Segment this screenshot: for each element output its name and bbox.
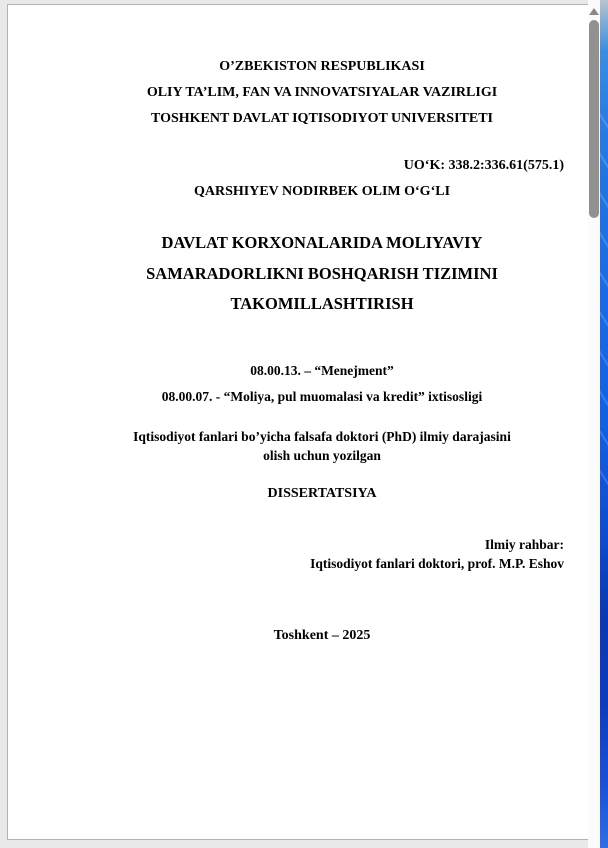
scroll-up-arrow-icon[interactable] [589,8,599,15]
university-line: TOSHKENT DAVLAT IQTISODIYOT UNIVERSITETI [151,111,493,126]
udc-author-section [80,153,564,205]
page-content [80,5,564,839]
specialty-line: 08.00.07. - “Moliya, pul muomalasi va kredit” ixtisosligi [161,389,483,404]
vertical-scrollbar[interactable] [588,0,600,848]
country-line: O’ZBEKISTON RESPUBLIKASI [219,59,425,74]
scrollbar-thumb[interactable] [589,20,599,218]
desktop-wallpaper-strip [600,0,608,848]
udc-code: UOʻK: 338.2:336.61(575.1) [403,158,564,173]
degree-statement [80,427,564,465]
specialty-line: 08.00.13. – “Menejment” [250,363,394,378]
advisor-name: Iqtisodiyot fanlari doktori, prof. M.P. Eshov [310,556,564,571]
city-year-label: Toshkent – 2025 [273,628,371,643]
document-page [7,4,589,840]
author-name: QARSHIYEV NODIRBEK OLIM OʻGʻLI [193,184,451,199]
advisor-section [80,535,564,573]
specialty-section [80,358,564,410]
ministry-header [80,54,564,132]
title-line: TAKOMILLASHTIRISH [230,294,414,313]
degree-line: olish uchun yozilgan [263,448,381,463]
title-line: DAVLAT KORXONALARIDA MOLIYAVIY [161,233,483,252]
wallpaper-streaks [600,90,608,490]
city-year [80,626,564,646]
degree-line: Iqtisodiyot fanlari bo’yicha falsafa doktori (PhD) ilmiy darajasini [133,429,511,444]
dissertation-title [80,228,564,320]
document-type [80,484,564,504]
advisor-label: Ilmiy rahbar: [484,537,564,552]
title-line: SAMARADORLIKNI BOSHQARISH TIZIMINI [146,263,498,283]
document-type-label: DISSERTATSIYA [267,486,377,501]
ministry-line: OLIY TA’LIM, FAN VA INNOVATSIYALAR VAZIRLIGI [146,85,498,100]
